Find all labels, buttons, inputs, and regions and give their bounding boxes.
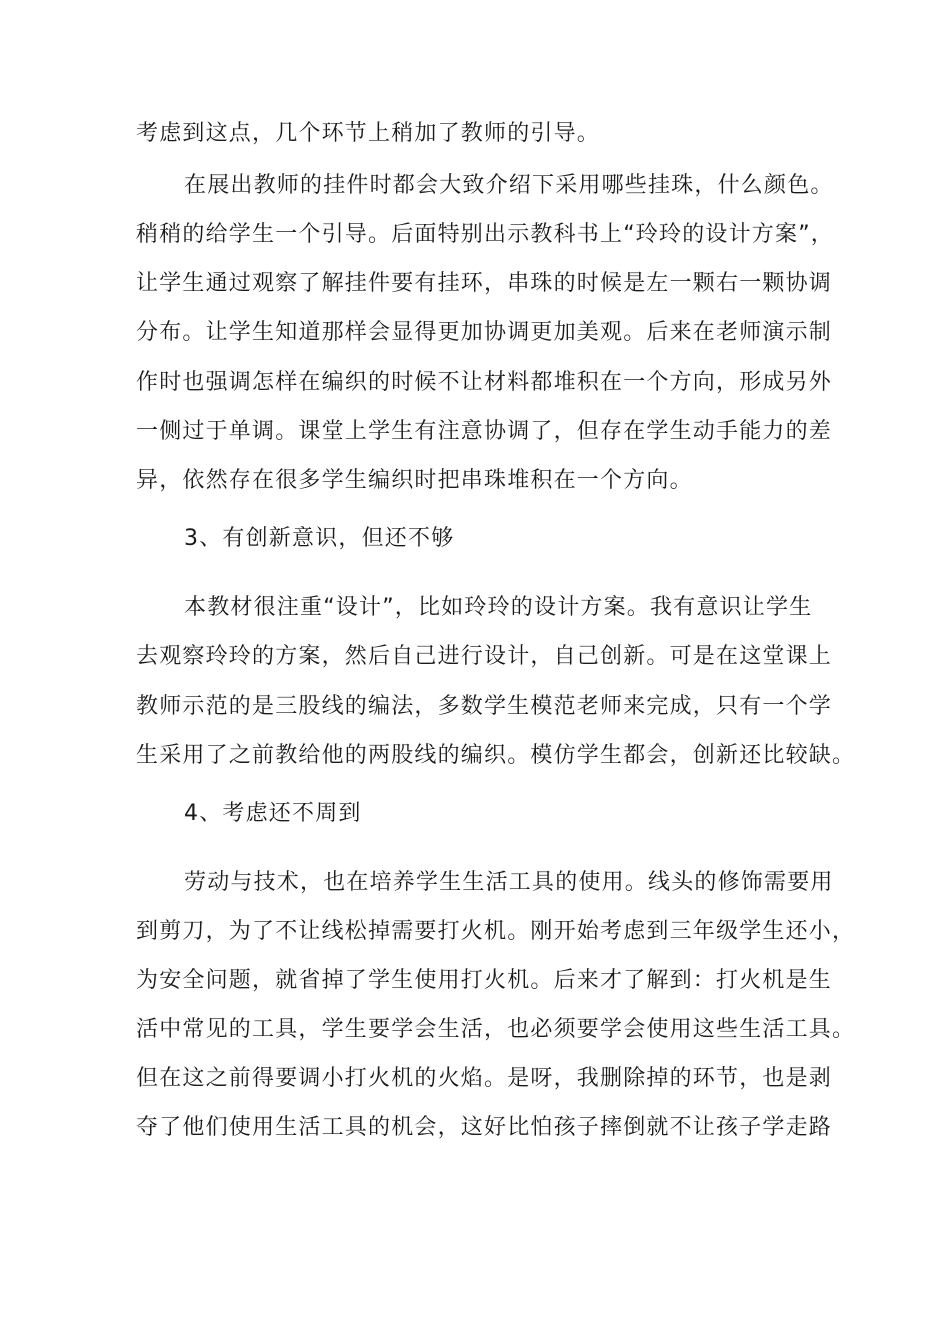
- paragraph-line: 让学生通过观察了解挂件要有挂环，串珠的时候是左一颗右一颗协调: [136, 271, 833, 296]
- paragraph-line: 分布。让学生知道那样会显得更加协调更加美观。后来在老师演示制: [136, 320, 833, 345]
- paragraph-line: 教师示范的是三股线的编法，多数学生模范老师来完成，只有一个学: [136, 694, 833, 719]
- paragraph-line: 为安全问题，就省掉了学生使用打火机。后来才了解到：打火机是生: [136, 968, 833, 993]
- paragraph-line: 夺了他们使用生活工具的机会，这好比怕孩子摔倒就不让孩子学走路: [136, 1115, 833, 1140]
- paragraph-line: 本教材很注重“设计”，比如玲玲的设计方案。我有意识让学生: [184, 595, 813, 620]
- paragraph-line: 但在这之前得要调小打火机的火焰。是呀，我删除掉的环节，也是剥: [136, 1066, 833, 1091]
- paragraph-line: 到剪刀，为了不让线松掉需要打火机。刚开始考虑到三年级学生还小，: [136, 919, 856, 944]
- paragraph-line: 一侧过于单调。课堂上学生有注意协调了，但存在学生动手能力的差: [136, 419, 833, 444]
- paragraph-line: 去观察玲玲的方案，然后自己进行设计，自己创新。可是在这堂课上: [136, 644, 833, 669]
- paragraph-line: 生采用了之前教给他的两股线的编织。模仿学生都会，创新还比较缺。: [136, 743, 856, 768]
- section-heading: 4、考虑还不周到: [184, 801, 362, 826]
- paragraph-line: 异，依然存在很多学生编织时把串珠堆积在一个方向。: [136, 468, 693, 493]
- paragraph-line: 劳动与技术，也在培养学生生活工具的使用。线头的修饰需要用: [184, 870, 834, 895]
- paragraph-line: 考虑到这点，几个环节上稍加了教师的引导。: [136, 121, 601, 146]
- section-heading: 3、有创新意识，但还不够: [184, 526, 455, 551]
- paragraph-line: 作时也强调怎样在编织的时候不让材料都堆积在一个方向，形成另外: [136, 370, 833, 395]
- paragraph-line: 活中常见的工具，学生要学会生活，也必须要学会使用这些生活工具。: [136, 1017, 856, 1042]
- paragraph-line: 稍稍的给学生一个引导。后面特别出示教科书上“玲玲的设计方案”，: [136, 222, 834, 247]
- paragraph-line: 在展出教师的挂件时都会大致介绍下采用哪些挂珠，什么颜色。: [184, 173, 834, 198]
